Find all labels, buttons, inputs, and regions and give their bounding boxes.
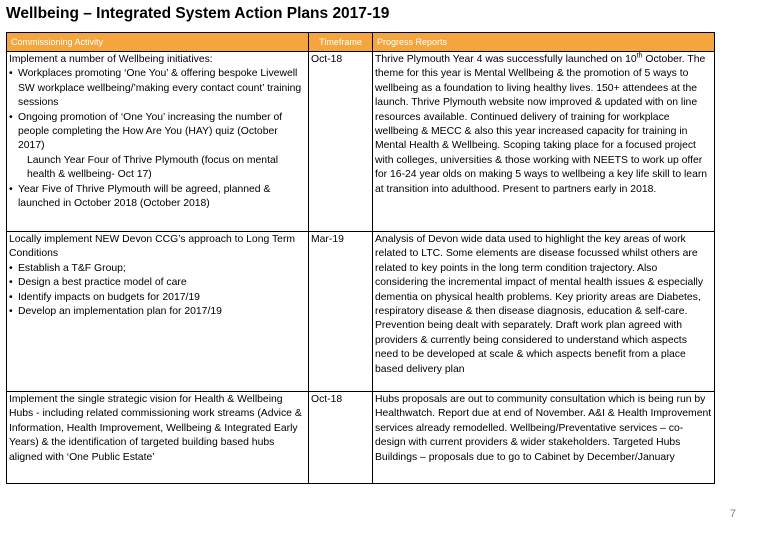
column-header-timeframe: Timeframe [309,33,373,52]
progress-report-cell: Analysis of Devon wide data used to highlight the key areas of work related to LTC. Some elements are disease focussed whilst others are related to key points in the long term condition trajectory. Also considering the incremental impact of mental health issues & especially dementia on physical health problems. Key priority areas are Diabetes, respiratory disease & then disease diagnosis, education & self-care. Prevention being dealt with separately. Draft work plan agreed with providers & currently being considered to understand which aspects need to be developed at scale & which aspects benefit from a place based delivery plan [373,232,715,392]
page-title: Wellbeing – Integrated System Action Plans 2017-19 [6,5,390,22]
column-header-reports: Progress Reports [373,33,715,52]
list-item: • Year Five of Thrive Plymouth will be agreed, planned & launched in October 2018 (October 2018) [9,183,271,210]
list-item: • Identify impacts on budgets for 2017/19 [9,291,200,303]
activity-list [9,67,306,211]
page-number: 7 [729,508,736,520]
activity-cell [7,232,309,392]
table-row [7,52,715,232]
column-header-activity: Commissioning Activity [7,33,309,52]
activity-cell [7,52,309,232]
progress-report-cell: Hubs proposals are out to community consultation which is being run by Healthwatch. Report due at end of November. A&I & Health Improvement services already remodelled. Wellbeing/Preventative services – co-design with current providers & wider stakeholders. Targeted Hubs Buildings – proposals due to go to Cabinet by December/January [373,392,715,484]
table-row [7,392,715,484]
list-item: • Develop an implementation plan for 2017/19 [9,306,222,318]
activity-intro: Locally implement NEW Devon CCG’s approach to Long Term Conditions [9,234,296,260]
list-item: • Ongoing promotion of ‘One You’ increasing the number of people completing the How Are You (HAY) quiz (October 2017) [9,111,283,152]
activity-list [9,262,306,320]
timeframe-cell: Mar-19 [309,232,373,392]
list-item: • Establish a T&F Group; [9,262,126,274]
list-item: Launch Year Four of Thrive Plymouth (focus on mental health & wellbeing- Oct 17) [27,154,279,181]
table-header-row [7,33,715,52]
table-row [7,232,715,392]
timeframe-cell: Oct-18 [309,52,373,232]
action-plan-table [6,32,715,484]
timeframe-cell: Oct-18 [309,392,373,484]
progress-report-cell: Thrive Plymouth Year 4 was successfully launched on 10th October. The theme for this year is Mental Wellbeing & the promotion of 5 ways to wellbeing as a foundation to living healthy lives. 150+ attendees at the launch. Thrive Plymouth website now improved & updated with on line resources available. Continued delivery of training for workplace wellbeing & MECC & also this year increased capacity for training in Mental Health & Wellbeing. Scoping taking place for a focused project with colleges, universities & those working with NEETS to work up offer for 16-24 year olds on making 5 ways to wellbeing a key life skill to learn at transition into adulthood. Present to partners early in 2018. [373,52,715,232]
list-item: • Workplaces promoting ‘One You’ & offering bespoke Livewell SW workplace wellbeing/’making every contact count’ training sessions [9,68,302,109]
activity-cell: Implement the single strategic vision for Health & Wellbeing Hubs - including related commissioning work streams (Advice & Information, Health Improvement, Wellbeing & Integrated Early Years) & the identification of targeted building based hubs aligned with ‘One Public Estate’ [7,392,309,484]
activity-intro: Implement a number of Wellbeing initiatives: [9,54,213,65]
list-item: • Design a best practice model of care [9,277,187,289]
